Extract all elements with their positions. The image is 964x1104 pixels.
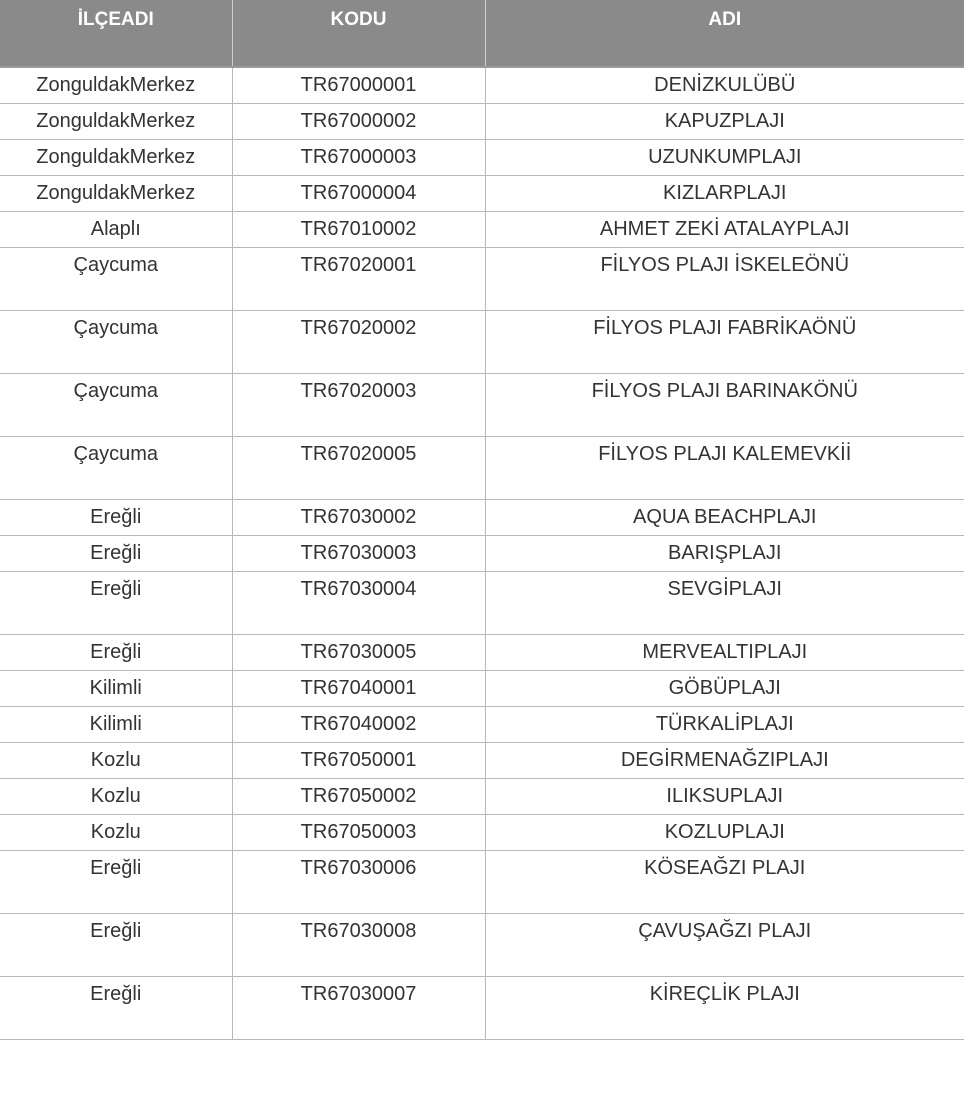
cell-ilceadi: Kilimli <box>0 707 232 743</box>
cell-adi: KAPUZPLAJI <box>485 104 964 140</box>
cell-ilceadi: Kozlu <box>0 779 232 815</box>
cell-ilceadi: Kozlu <box>0 815 232 851</box>
header-row <box>0 0 964 67</box>
header-kodu: KODU <box>232 0 485 67</box>
table-row <box>0 104 964 140</box>
cell-adi: DENİZKULÜBÜ <box>485 67 964 104</box>
table-header <box>0 0 964 67</box>
cell-kodu: TR67050002 <box>232 779 485 815</box>
table-row <box>0 212 964 248</box>
cell-kodu: TR67030005 <box>232 635 485 671</box>
cell-kodu: TR67050003 <box>232 815 485 851</box>
cell-kodu: TR67040002 <box>232 707 485 743</box>
cell-kodu: TR67000002 <box>232 104 485 140</box>
cell-ilceadi: ZonguldakMerkez <box>0 104 232 140</box>
cell-ilceadi: Çaycuma <box>0 248 232 311</box>
cell-ilceadi: Ereğli <box>0 977 232 1040</box>
table-row <box>0 671 964 707</box>
header-ilceadi: İLÇEADI <box>0 0 232 67</box>
cell-ilceadi: ZonguldakMerkez <box>0 140 232 176</box>
table-row <box>0 815 964 851</box>
cell-ilceadi: Kilimli <box>0 671 232 707</box>
cell-ilceadi: Çaycuma <box>0 437 232 500</box>
cell-kodu: TR67020001 <box>232 248 485 311</box>
cell-adi: KÖSEAĞZI PLAJI <box>485 851 964 914</box>
table-row <box>0 176 964 212</box>
cell-kodu: TR67030003 <box>232 536 485 572</box>
table-row <box>0 572 964 635</box>
cell-adi: SEVGİPLAJI <box>485 572 964 635</box>
cell-kodu: TR67040001 <box>232 671 485 707</box>
cell-kodu: TR67030002 <box>232 500 485 536</box>
cell-kodu: TR67050001 <box>232 743 485 779</box>
cell-ilceadi: Ereğli <box>0 572 232 635</box>
table-row <box>0 977 964 1040</box>
cell-adi: BARIŞPLAJI <box>485 536 964 572</box>
cell-ilceadi: Kozlu <box>0 743 232 779</box>
cell-adi: AQUA BEACHPLAJI <box>485 500 964 536</box>
cell-adi: UZUNKUMPLAJI <box>485 140 964 176</box>
table-row <box>0 707 964 743</box>
cell-ilceadi: Ereğli <box>0 851 232 914</box>
cell-kodu: TR67030007 <box>232 977 485 1040</box>
table-row <box>0 914 964 977</box>
table-row <box>0 437 964 500</box>
table-body <box>0 67 964 1040</box>
table-row <box>0 500 964 536</box>
cell-adi: ILIKSUPLAJI <box>485 779 964 815</box>
cell-ilceadi: ZonguldakMerkez <box>0 67 232 104</box>
cell-kodu: TR67030008 <box>232 914 485 977</box>
table-row <box>0 635 964 671</box>
cell-kodu: TR67030006 <box>232 851 485 914</box>
cell-ilceadi: Ereğli <box>0 635 232 671</box>
table-row <box>0 67 964 104</box>
cell-adi: GÖBÜPLAJI <box>485 671 964 707</box>
table-row <box>0 779 964 815</box>
cell-adi: KOZLUPLAJI <box>485 815 964 851</box>
cell-adi: KIZLARPLAJI <box>485 176 964 212</box>
header-adi: ADI <box>485 0 964 67</box>
cell-adi: FİLYOS PLAJI KALEMEVKİİ <box>485 437 964 500</box>
table-row <box>0 374 964 437</box>
cell-adi: FİLYOS PLAJI İSKELEÖNÜ <box>485 248 964 311</box>
cell-ilceadi: Ereğli <box>0 914 232 977</box>
table-row <box>0 536 964 572</box>
cell-ilceadi: Ereğli <box>0 536 232 572</box>
table-row <box>0 311 964 374</box>
cell-adi: MERVEALTIPLAJI <box>485 635 964 671</box>
table-row <box>0 140 964 176</box>
cell-kodu: TR67030004 <box>232 572 485 635</box>
cell-kodu: TR67000004 <box>232 176 485 212</box>
cell-adi: FİLYOS PLAJI FABRİKAÖNÜ <box>485 311 964 374</box>
cell-ilceadi: Ereğli <box>0 500 232 536</box>
cell-adi: ÇAVUŞAĞZI PLAJI <box>485 914 964 977</box>
cell-kodu: TR67000001 <box>232 67 485 104</box>
cell-kodu: TR67020005 <box>232 437 485 500</box>
cell-kodu: TR67020003 <box>232 374 485 437</box>
cell-adi: KİREÇLİK PLAJI <box>485 977 964 1040</box>
cell-kodu: TR67000003 <box>232 140 485 176</box>
cell-ilceadi: Çaycuma <box>0 311 232 374</box>
cell-kodu: TR67020002 <box>232 311 485 374</box>
cell-adi: DEGİRMENAĞZIPLAJI <box>485 743 964 779</box>
table-row <box>0 248 964 311</box>
cell-kodu: TR67010002 <box>232 212 485 248</box>
cell-ilceadi: ZonguldakMerkez <box>0 176 232 212</box>
table-row <box>0 851 964 914</box>
table-row <box>0 743 964 779</box>
cell-adi: AHMET ZEKİ ATALAYPLAJI <box>485 212 964 248</box>
cell-ilceadi: Alaplı <box>0 212 232 248</box>
cell-ilceadi: Çaycuma <box>0 374 232 437</box>
cell-adi: TÜRKALİPLAJI <box>485 707 964 743</box>
cell-adi: FİLYOS PLAJI BARINAKÖNÜ <box>485 374 964 437</box>
